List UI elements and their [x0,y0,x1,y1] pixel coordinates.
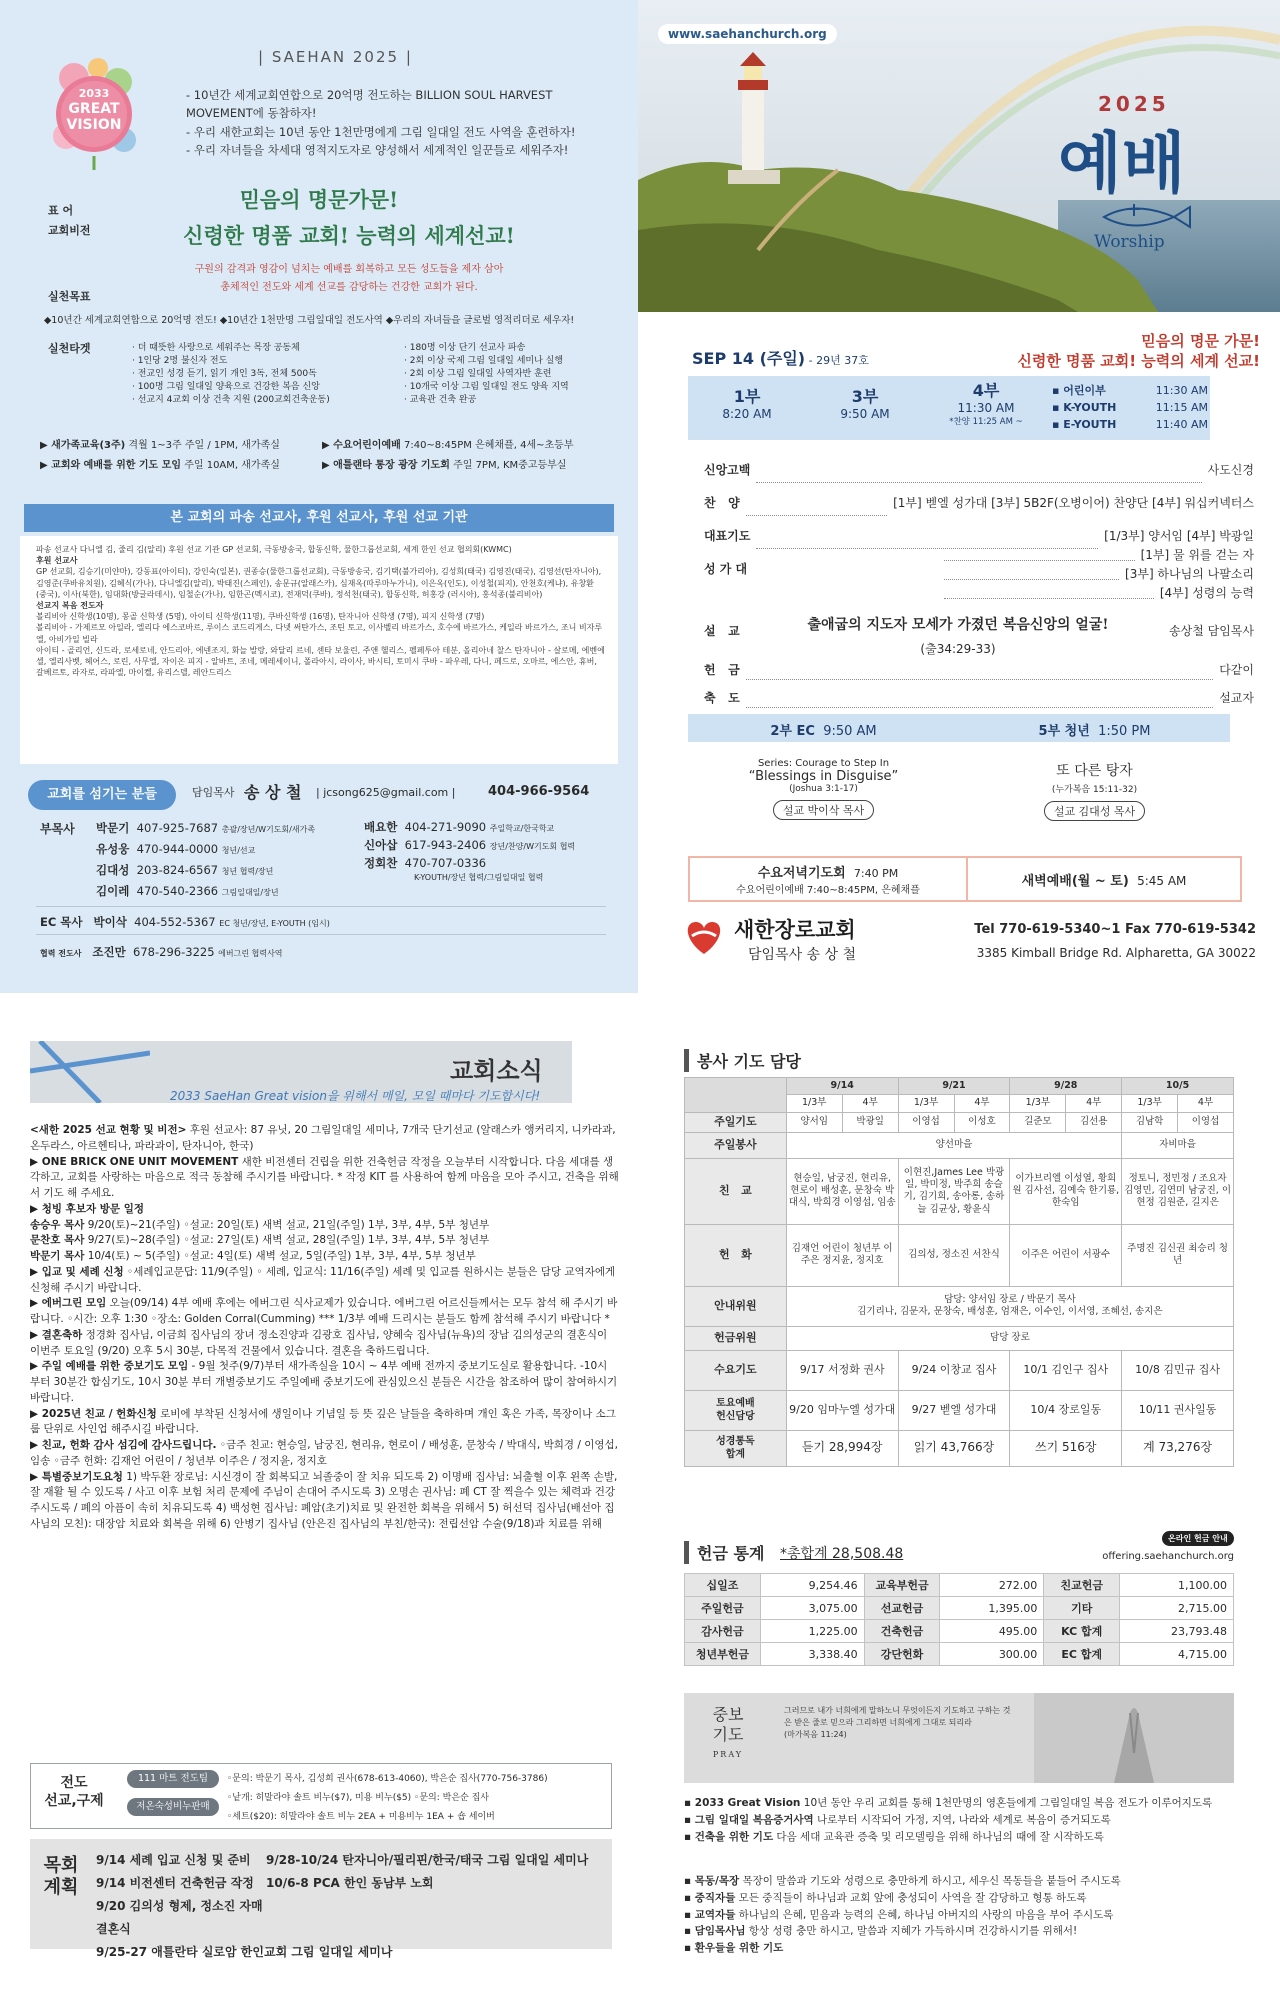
news-item: ▶ 주일 예배를 위한 중보기도 모임 - 9월 첫주(9/7)부터 새가족실을 10시 ~ 4부 예배 전까지 중보기도실로 활용합니다. -10시 부터 30분간 합심기도, 10시 30분 부터 개별중보기도 주일예배 중보기도에 관심있으신 분들은 시간을 참조하여 많이 참여하시기 바랍니다. [30,1360,618,1404]
staff-row: 신아삽 617-943-2406 장년/찬양/W기도회 협력 [364,838,576,852]
worship-panel [638,0,1280,993]
prayer-item: ▪ 중직자들 모든 중직들이 하나님과 교회 앞에 충성되이 사역을 잘 감당하고 형통 하도록 [684,1891,1087,1904]
church-pastor: 담임목사 송 상 철 [748,947,857,963]
wed-service: 수요저녁기도회 7:40 PM 수요어린이예배 7:40~8:45PM, 은혜채플 [736,866,920,896]
target-item: · 2회 이상 그림 일대일 사역자반 훈련 [404,369,552,380]
news-item: ▶ 에버그린 모임 오늘(09/14) 4부 예배 후에는 에버그린 식사교제가 있습니다. 에버그린 어르신들께서는 모두 참석 해 주시기 바랍니다. ◦시간: 오후 1:30 ◦장소: Golden Corral(Cumming) *** 1/3부 예배 드리시는 분들도 함께 참석해 주시기 바랍니다 * [30,1297,618,1325]
ec-sermon-block [688,758,959,820]
assoc-list [96,818,346,902]
staff-row: 배요한 404-271-9090 주일학교/한국학교 [364,820,555,834]
week-header: 9/28 [1010,1078,1122,1095]
target-item: · 180명 이상 단기 선교사 파송 [404,343,526,353]
assoc-row: 박문기 407-925-7687 총괄/장년/W기도회/새가족 [96,821,316,835]
target-item: · 전교인 성경 듣기, 읽기 개인 3독, 전체 500독 [132,369,317,380]
targets-left [132,342,402,407]
sub-header: 1/3부 [786,1095,842,1112]
offering-row: 주일헌금 3,075.00 선교헌금 1,395.00 기타 2,715.00 [685,1597,1234,1620]
news-item: ▶ 입교 및 세례 신청 ◦세례입교문답: 11/9(주일) ◦ 세례, 입교식: 11/16(주일) 세례 및 입교를 원하시는 분들은 담당 교역자에게 신청해 주시기 바랍니다. [30,1265,616,1294]
plan-item: 9/14 세례 입교 신청 및 준비 [96,1853,251,1867]
offering-title: 헌금 통계 [684,1541,764,1564]
meeting-label: ▶ 교회와 예배를 위한 기도 모임 [40,460,182,471]
motto-line-1: 믿음의 명문가문! [239,187,399,212]
news-title: 교회소식 [450,1057,543,1085]
sub-header: 4부 [1066,1095,1122,1112]
row-label: 성경통독 합계 [685,1430,787,1466]
label-church-vision: 교회비전 [48,224,91,237]
motto-line-2: 신령한 명품 교회! 능력의 세계선교! [183,223,515,248]
ec-series: Series: Courage to Step In [757,758,890,769]
target-item: · 10개국 이상 그림 일대일 전도 양육 지역 [404,382,569,393]
offering-row: 감사헌금 1,225.00 건축헌금 495.00 KC 합계 23,793.48 [685,1620,1234,1643]
senior-pastor-name: 송 상 철 [244,783,302,802]
ec-youth-bar [688,714,1230,742]
cover-worship-en: Worship [1094,232,1165,252]
church-url[interactable]: www.saehanchurch.org [658,24,837,44]
ec-service: 2부 EC 9:50 AM [770,724,877,739]
staff-row: 정회찬 470-707-0336 [364,856,487,870]
news-body [30,1123,620,1533]
news-item: 문찬호 목사 9/27(토)~28(주일) ◦설교: 27일(토) 새벽 설교, 28일(주일) 1부, 3부, 4부, 5부 청년부 [30,1234,490,1247]
order-row: 축 도 설교자 [704,684,1254,712]
ec-ref: (Joshua 3:1-17) [789,784,858,794]
order-row: 신앙고백 사도신경 [704,454,1254,487]
hymn-item: [4부] 성령의 능력 [1159,586,1254,600]
prayer-item: ▪ 건축을 위한 기도 다음 세대 교육관 증축 및 리모델링을 위해 하나님의 때에 잘 시작하도록 [684,1830,1104,1843]
plan-label: 목회 계획 [43,1855,79,1898]
senior-pastor-phone: 404-966-9564 [488,784,590,799]
target-item: · 2회 이상 국제 그림 일대일 세미나 실행 [404,356,564,367]
service-3: 3부 9:50 AM [840,387,890,421]
duty-title: 봉사 기도 담당 [684,1049,801,1072]
news-item: ▶ 2025년 친교 / 헌화신청 로비에 부착된 신청서에 생일이나 기념일 등 뜻 깊은 날들을 축하하며 개인 혹은 가족, 목장이나 소그룹 단위로 사인업 해주시길 바랍니다. [30,1407,616,1436]
news-item: 송승우 목사 9/20(토)~21(주일) ◦설교: 20일(토) 새벽 설교, 21일(주일) 1부, 3부, 4부, 5부 청년부 [30,1218,490,1231]
vision-bullets [186,86,606,160]
youth-times [1052,382,1208,433]
missions-h2: 후원 선교사 [36,556,78,566]
plan-item: 9/20 김의성 형제, 정소진 자매 결혼식 [96,1899,263,1936]
target-item: · 100명 그림 일대일 양육으로 건강한 복음 신앙 [132,382,320,393]
y5-ref: (누가복음 15:11-32) [1051,785,1138,795]
missions-p2: GP 선교회, 김승기(미얀마), 강동표(아이티), 강인숙(일본), 권종승(물한그룹선교회), 극동방송국, 김기택(불가리아), 김성희(태국) 김영진(태국), 김영선(탄자니아), 김영준(쿠바유치원), 김혜식(가나), 다니엘김(알리), 박태진(스페인), 송문규(알래스카), 심재옥(따루마누가니), 이은옥(인도), 이성철(피지), 안천호(케냐), 유창환 (중국), 이사(북한), 임대화(방글라데시), 임철순(가나), 임한곤(멕시코), 전재덕(쿠바), 정석천(태국), 합동신학, 허홍강 (러시아), 홍석종(불리비아) [36,567,602,599]
prayer-item: ▪ 2033 Great Vision 10년 동안 우리 교회를 통해 1천만명의 영혼들에게 그림일대일 복음 전도가 이루어지도록 [684,1797,1213,1809]
cover-year: 2025 [1098,92,1170,116]
target-item: · 선교지 4교회 이상 건축 지원 (200교회건축운동) [132,395,330,406]
cover-title: 예배 [1058,124,1186,202]
vision-desc-2: 총체적인 전도와 세계 선교를 감당하는 건강한 교회가 된다. [220,282,478,293]
church-tel: Tel 770-619-5340~1 Fax 770-619-5342 [974,922,1256,937]
plan-item: 9/28-10/24 탄자니아/필리핀/한국/태국 그림 일대일 세미나 [266,1853,589,1867]
sub-header: 1/3부 [1010,1095,1066,1112]
missions-body [36,544,606,678]
row-label: 토요예배 헌신담당 [685,1390,787,1430]
missions-p1: 파송 선교사 다니엘 김, 줄리 김(알리) 후원 선교 기관 GP 선교회, 극동방송국, 합동신학, 물한그룹선교회, 세계 한인 선교 협의회(KWMC) [36,545,512,554]
target-item: · 더 때뜻한 사랑으로 세워주는 목장 공동체 [132,343,300,353]
prayer-list-a [684,1795,1240,1845]
church-address: 3385 Kimball Bridge Rd. Alpharetta, GA 30022 [976,946,1256,960]
duty-table: 9/14 9/21 9/28 10/5 1/3부 4부 1/3부 4부 1/3부 4부 1/3부 4부 주일기도 양서임 박광일 이영섭 이성호 길준모 김선용 김남학 이영섭 주일봉사 양선마을 자비마을 친 교 현승일, 남궁진, 현리유, 현로이 배성훈, 문창숙 박대식, 박희경 이영섭, 임송 이현진,James Lee 박광일, 박미정, 박주희 송슬기, 김기희, 송아롱, 송하늘 김균상, 황윤식 이가브리엘 이성열, 황희원 김사선, 김예숙 한기룡, 한숙임 정토니, 정민정 / 조요자 김영민, 김연미 남궁진, 이현정 김원준, 길지은 헌 화 김재언 어린이 청년부 이주은 정지윤, 정지호 김의성, 정소진 서찬식 이주은 어린이 서광수 주명진 김신권 최승리 청년 안내위원 담당: 양서임 장로 / 박문기 목사 김기리나, 김문자, 문창숙, 배성훈, 엄재은, 이수인, 이서영, 조혜선, 송지은 헌금위원 담당 장로 수요기도 9/17 서정화 권사 9/24 이창교 집사 10/1 김인구 집사 10/8 김민규 집사 토요예배 헌신담당 9/20 임마누엘 성가대 9/27 벧엘 성가대 10/4 장로일동 10/11 권사일동 성경통독 합계 듣기 28,994장 읽기 43,766장 쓰기 516장 계 73,276장 [684,1077,1234,1467]
fish-icon [1094,202,1214,232]
sub-header: 4부 [1178,1095,1234,1112]
missions-p5: 아이티 - 골리언, 신드라, 로세로네, 안드리아, 에넨조지, 화늘 발랑, 와달리 르네, 센타 보울린, 주앤 헬리스, 펠페투아 테분, 올리아네 찰스 탄자니아 - 살로메, 에벤에셀, 엘리사벳, 헤어스, 로린, 사무엘, 자이온 피지 - 알바트, 조네, 메레세이니, 폴라아시, 라이사, 바시티, 토미시 쿠바 - 파우레, 다니, 페드로, 오마르, 에스안, 휴버, 갈베르토, 라자로, 라파엘, 마이켈, 유리스델, 레안드리스 [36,645,605,678]
assoc-row: 김이레 470-540-2366 그림일대일/장년 [96,884,279,898]
assoc-row: 김대성 203-824-6567 청년 협력/장년 [96,863,274,877]
offering-row: 청년부헌금 3,338.40 강단헌화 300.00 EC 합계 4,715.00 [685,1643,1234,1666]
assoc-row: 유성웅 470-944-0000 청년/선교 [96,842,256,856]
ec-sermon: “Blessings in Disguise” [748,769,899,784]
meeting-desc: 주일 10AM, 새가족실 [181,460,280,471]
service-4: 4부 11:30 AM *찬양 11:25 AM ~ [949,381,1023,427]
goals: ◆10년간 세계교회연합으로 20억명 전도! ◆10년간 1천만명 그림일대일 전도사역 ◆우리의 자녀들을 글로벌 영적리더로 세우자! [44,315,575,326]
missions-h3: 선교지 복음 전도자 [36,600,104,610]
news-item: ▶ 청빙 후보자 방문 일정 [30,1202,144,1215]
news-item: ▶ 친교, 헌화 감사 섬김에 감사드립니다. ◦금주 친교: 현승일, 남궁진, 현리유, 현로이 / 배성훈, 문창숙 / 박대식, 박희경 / 이영섭, 임송 ◦금주 헌화: 김재언 어린이 / 청년부 이주은 / 정지윤, 정지호 [30,1439,619,1467]
saehan-2025-title: | SAEHAN 2025 | [258,48,413,66]
offering-row: 십일조 9,254.46 교육부헌금 272.00 친교헌금 1,100.00 [685,1574,1234,1597]
week-header: 10/5 [1122,1078,1234,1095]
news-item: ▶ 특별중보기도요청 1) 박두환 장로님: 시신경이 잘 회복되고 뇌졸중이 잘 치유 되도록 2) 이명배 집사님: 뇌출혈 이후 왼쪽 손발, 잘 재활 될 수 있도록 / 사고 이후 보험 처리 문제에 주님이 손대어 주시도록 3) 오명손 권사님: 폐 CT 잘 찍을수 있는 체력과 건강 주시도록 / 폐의 아픔이 속히 치유되도록 4) 백성현 집사님: 폐암(초기)치료 및 완전한 회복을 위해서 5) 허선덕 집사님(배선아 집사님의 모친): 대장암 치료와 회복을 위해 6) 안병기 집사님 (안은진 집사님의 부친/한국): 전립선암 수술(9/18)과 치료를 위해 [30,1470,618,1530]
vision-desc-1: 구원의 감격과 영감이 넘치는 예배를 회복하고 모든 성도들을 제자 삼아 [194,264,504,275]
sermon-preacher: 송상철 담임목사 [1169,624,1254,638]
youth-row: ▪ E-YOUTH 11:40 AM [1052,418,1208,431]
youth5-service: 5부 청년 1:50 PM [1038,724,1151,739]
week-header: 9/21 [898,1078,1010,1095]
news-item: ▶ ONE BRICK ONE UNIT MOVEMENT 새한 비전센터 건립을 위한 건축헌금 작정을 오늘부터 시작합니다. 다음 세대를 생각하고, 교회를 사랑하는 마음으로 적극 동참해 주시기를 바랍니다. * 작정 KIT 를 사용하여 함께 마음을 모아 주시고, 건축을 위해서 기도 해 주세요. [30,1155,619,1199]
row-label: 수요기도 [685,1350,787,1390]
prayer-item: ▪ 목동/목장 목장이 말씀과 기도와 성령으로 충만하게 하시고, 세우신 목동들을 붙들어 주시도록 [684,1875,1121,1887]
meeting-3 [40,456,340,471]
row-label: 친 교 [685,1158,787,1224]
week-header: 9/14 [786,1078,898,1095]
vision-bullet: - 10년간 세계교회연합으로 20억명 전도하는 BILLION SOUL HARVEST MOVEMENT에 동참하자! [186,88,553,121]
evang-label: 전도 선교,구제 [44,1775,104,1809]
staff-role: K-YOUTH/장년 협력/그림일대일 협력 [414,873,544,882]
missions-p3: 볼리비아 신학생(10명), 몽골 신학생 (5명), 아이티 신학생(11명), 쿠바신학생 (16명), 탄자니아 신학생 (7명), 피지 신학생 (7명) [36,612,485,622]
row-label: 주일봉사 [685,1132,787,1158]
meeting-label: ▶ 애틀랜타 통장 광장 기도회 [322,460,450,471]
hymn-label: 성 가 대 [704,562,748,576]
sermon-ref: (출34:29-33) [920,642,996,656]
intercession-label: 중보 기도 PRAY [712,1705,744,1759]
news-panel [0,993,680,1992]
hymn-list [938,546,1254,603]
sub-header: 1/3부 [1122,1095,1178,1112]
senior-pastor-label: 담임목사 [192,786,235,799]
service-motto-2: 신령한 명품 교회! 능력의 세계 선교! [1017,352,1260,370]
sub-header: 4부 [954,1095,1010,1112]
row-label: 주일기도 [685,1112,787,1132]
badge-great: GREAT [68,100,120,117]
offering-total: *총합계 28,508.48 [780,1546,904,1562]
service-date: SEP 14 (주일) - 29년 37호 [692,349,869,368]
plan-item [266,1895,608,1941]
service-1: 1부 8:20 AM [722,387,772,421]
ministry-plan-box [30,1839,612,1959]
news-subtitle: 2033 SaeHan Great vision을 위해서 매일, 모일 때마다 기도합시다! [170,1089,541,1103]
great-vision-badge [48,56,140,172]
missions-p4: 볼리비아 - 가제르모 아일라, 엘리다 에스코바르, 루이스 코드리게스, 다넷 써탄가스, 조틴 토고, 이사벨리 바르가스, 호수에 바르가스, 케일라 바르가스, 조니 비자루엘, 아비가일 빌라 [36,623,603,644]
targets-right [404,342,634,407]
plan-list [96,1849,608,1964]
news-item: <새한 2025 선교 현황 및 비전> 후원 선교사: 87 유닛, 20 그림일대일 세미나, 7개국 단기선교 (알래스카 앵커리지, 니카라과, 온두라스, 아르헨티나, 파라과이, 탄자니아, 한국) [30,1124,616,1152]
coop-row: 협력 전도사 조진만 678-296-3225 에버그린 협력사역 [40,945,283,959]
target-item: · 1인당 2명 불신자 전도 [132,356,228,367]
news-item: 박문기 목사 10/4(토) ~ 5(주일) ◦설교: 4일(토) 새벽 설교, 5일(주일) 1부, 3부, 4부, 5부 청년부 [30,1250,476,1262]
vision-panel [0,0,638,993]
prayer-item: ▪ 환우들을 위한 기도 [684,1942,784,1955]
prayer-item: ▪ 교역자들 하나님의 은혜, 믿음과 능력의 은혜, 하나님 아버지의 사랑의 마음을 부어 주시도록 [684,1908,1114,1921]
service-times [688,376,1210,440]
meeting-label: ▶ 새가족교육(3주) [40,440,126,451]
order-of-service-2 [704,656,1254,712]
senior-pastor-email: | jcsong625@gmail.com | [316,786,456,799]
plan-item: 10/6-8 PCA 한인 동남부 노회 [266,1876,434,1890]
staff-title: 교회를 섬기는 분들 [28,780,176,810]
meeting-desc: 격월 1~3주 주일 / 1PM, 새가족실 [125,440,280,451]
online-offering-url[interactable]: offering.saehanchurch.org [1102,1551,1234,1562]
hymn-item: [3부] 하나님의 나팔소리 [1125,567,1254,581]
ec-preacher: 설교 박이삭 목사 [773,800,874,820]
duty-panel [680,993,1280,1992]
order-row: 대표기도 [1/3부] 양서임 [4부] 박광일 [704,520,1254,553]
meeting-desc: 7:40~8:45PM 은혜채플, 4세~초등부 [400,440,574,451]
plan-item: 9/25-27 애틀란타 실로암 한인교회 그림 일대일 세미나 [96,1945,393,1959]
online-offering-badge: 온라인 헌금 안내 [1162,1531,1234,1546]
y5-sermon: 또 다른 탕자 [1056,763,1133,779]
prayer-list-b [684,1873,1240,1957]
praying-hands-icon [1034,1693,1234,1783]
row-label: 헌 화 [685,1224,787,1286]
staff-right-list [364,818,634,883]
evangelism-box [30,1763,612,1829]
prayer-item: ▪ 담임목사님 항상 성령 충만 하시고, 말씀과 지혜가 가득하시며 건강하시기를 위해서! [684,1925,1078,1938]
church-name: 새한장로교회 [734,918,856,942]
vision-bullet: - 우리 새한교회는 10년 동안 1천만명에게 그림 일대일 전도 사역을 훈련하자! [186,124,576,139]
prayer-item: ▪ 그림 일대일 복음증거사역 나로부터 시작되어 가정, 지역, 나라와 세계로 복음이 증거되도록 [684,1813,1111,1826]
order-row: 헌 금 다같이 [704,656,1254,684]
label-goal: 실천목표 [48,290,91,303]
label-pyoeo: 표 어 [48,204,74,217]
assoc-label: 부목사 [40,822,75,836]
sermon-label: 설 교 [704,624,740,638]
evang-details: ◦문의: 박문기 목사, 김성희 권사(678-613-4060), 박은순 집사(770-756-3786) ◦낱개: 히말라야 솔트 비누($7), 미용 비누($5) ◦문의: 박은순 집사 ◦세트($20): 히말라야 솔트 비누 2EA + 미용비누 1EA + 숍 세이버 [227,1774,548,1822]
evang-tag-2: 저온숙성비누판매 [127,1798,219,1816]
order-of-service [704,454,1254,553]
meeting-4 [322,456,622,471]
sub-header: 4부 [842,1095,898,1112]
youth-row: ▪ 어린이부 11:30 AM [1052,384,1208,397]
target-item: · 교육관 건축 완공 [404,395,477,406]
weekday-services [688,856,1242,902]
plan-item: 9/14 비전센터 건축헌금 작정 [96,1876,254,1890]
youth5-sermon-block [959,758,1230,821]
dawn-service: 새벽예배(월 ~ 토) 5:45 AM [1021,874,1187,889]
row-label: 안내위원 [685,1286,787,1326]
meeting-1 [40,436,340,451]
meeting-label: ▶ 수요어린이예배 [322,440,401,451]
row-label: 헌금위원 [685,1326,787,1350]
ec-pastor-row: EC 목사 박이삭 404-552-5367 EC 청년/장년, E-YOUTH (임시) [40,915,330,929]
church-logo-icon [682,916,726,956]
intercession-banner [684,1693,1234,1783]
meeting-2 [322,436,622,451]
news-item: ▶ 결혼축하 정경화 집사님, 이금희 집사님의 장녀 정소진양과 김광호 집사님, 양혜숙 집사님(뉴욕)의 장남 김의성군의 결혼식이 이번주 토요일 (9/20) 오후 5시 30분, 다목적 건물에서 있습니다. 결혼을 축하드립니다. [30,1328,608,1357]
meeting-desc: 주일 7PM, KM중고등부실 [449,460,567,471]
hymn-item: [1부] 물 위를 걷는 자 [1140,548,1254,562]
offering-table [684,1573,1234,1666]
missions-title: 본 교회의 파송 선교사, 후원 선교사, 후원 선교 기관 [24,504,614,532]
y5-preacher: 설교 김대성 목사 [1044,801,1145,821]
vision-bullet: - 우리 자녀들을 차세대 영적지도자로 양성해서 세계적인 일꾼들로 세워주자! [186,143,569,158]
intercession-verse: 그러므로 내가 너희에게 말하노니 무엇이든지 기도하고 구하는 것은 받은 줄로 믿으라 그리하면 너희에게 그대로 되리라 (마가복음 11:24) [784,1706,1011,1739]
label-target: 실천타겟 [48,342,91,355]
order-row: 찬 양 [1부] 벧엘 성가대 [3부] 5B2F(오병이어) 찬양단 [4부] 워십커넥터스 [704,487,1254,520]
evang-tag-1: 111 마트 전도팀 [127,1770,219,1788]
youth-row: ▪ K-YOUTH 11:15 AM [1052,401,1208,414]
sermon-title: 출애굽의 지도자 모세가 가졌던 복음신앙의 얼굴! [807,617,1109,633]
badge-vision: VISION [66,116,122,133]
sub-header: 1/3부 [898,1095,954,1112]
service-motto-1: 믿음의 명문 가문! [1141,332,1260,350]
badge-year: 2033 [78,87,110,100]
